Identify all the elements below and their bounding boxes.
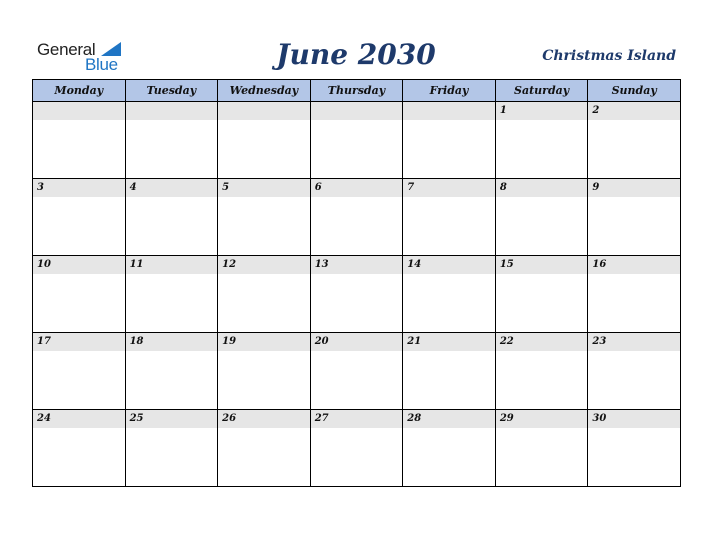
day-cell[interactable] (588, 410, 681, 487)
day-number: 21 (403, 333, 495, 351)
day-cell[interactable] (218, 410, 311, 487)
weekday-header: Monday (33, 80, 126, 102)
day-cell[interactable] (311, 256, 404, 333)
day-number: 4 (126, 179, 218, 197)
day-number: 1 (496, 102, 588, 120)
day-cell[interactable] (496, 333, 589, 410)
day-number: 5 (218, 179, 310, 197)
day-number: 27 (311, 410, 403, 428)
day-cell[interactable] (588, 179, 681, 256)
weekday-header: Saturday (496, 80, 589, 102)
day-cell[interactable] (126, 256, 219, 333)
day-cell[interactable] (126, 179, 219, 256)
day-cell[interactable] (33, 410, 126, 487)
day-number: 17 (33, 333, 125, 351)
day-number: 6 (311, 179, 403, 197)
logo-text-blue: Blue (85, 55, 118, 74)
week-row (33, 410, 681, 487)
day-number: 15 (496, 256, 588, 274)
day-cell[interactable] (126, 102, 219, 179)
day-number (33, 102, 125, 120)
day-number: 16 (588, 256, 680, 274)
day-cell[interactable] (496, 102, 589, 179)
day-number: 22 (496, 333, 588, 351)
day-cell[interactable] (403, 410, 496, 487)
day-number: 30 (588, 410, 680, 428)
day-number (311, 102, 403, 120)
page-title: June 2030 (276, 38, 436, 71)
calendar-grid (32, 79, 681, 487)
day-cell[interactable] (496, 256, 589, 333)
day-cell[interactable] (403, 179, 496, 256)
day-number: 28 (403, 410, 495, 428)
day-cell[interactable] (33, 179, 126, 256)
day-number: 12 (218, 256, 310, 274)
day-cell[interactable] (311, 410, 404, 487)
day-cell[interactable] (33, 333, 126, 410)
day-cell[interactable] (496, 410, 589, 487)
day-number: 3 (33, 179, 125, 197)
weekday-header: Wednesday (218, 80, 311, 102)
day-cell[interactable] (403, 256, 496, 333)
day-cell[interactable] (218, 179, 311, 256)
day-cell[interactable] (126, 410, 219, 487)
day-cell[interactable] (403, 333, 496, 410)
day-number: 29 (496, 410, 588, 428)
day-number: 14 (403, 256, 495, 274)
day-cell[interactable] (218, 333, 311, 410)
day-number: 20 (311, 333, 403, 351)
day-number: 23 (588, 333, 680, 351)
day-number (218, 102, 310, 120)
day-cell[interactable] (218, 256, 311, 333)
weekday-header: Tuesday (126, 80, 219, 102)
day-number: 7 (403, 179, 495, 197)
week-row (33, 256, 681, 333)
day-number: 8 (496, 179, 588, 197)
day-number (403, 102, 495, 120)
day-cell[interactable] (126, 333, 219, 410)
day-number: 9 (588, 179, 680, 197)
weekday-header: Sunday (588, 80, 681, 102)
day-number: 2 (588, 102, 680, 120)
weeks-container (33, 102, 681, 487)
day-cell[interactable] (588, 333, 681, 410)
day-cell[interactable] (311, 179, 404, 256)
week-row (33, 333, 681, 410)
weekday-header: Friday (403, 80, 496, 102)
day-cell[interactable] (403, 102, 496, 179)
day-number: 10 (33, 256, 125, 274)
day-cell[interactable] (33, 256, 126, 333)
day-cell[interactable] (496, 179, 589, 256)
weekday-header-row (33, 80, 681, 102)
weekday-header: Thursday (311, 80, 404, 102)
day-number: 24 (33, 410, 125, 428)
day-cell[interactable] (311, 102, 404, 179)
day-cell[interactable] (588, 256, 681, 333)
day-number: 25 (126, 410, 218, 428)
day-cell[interactable] (218, 102, 311, 179)
week-row (33, 179, 681, 256)
day-cell[interactable] (33, 102, 126, 179)
day-cell[interactable] (588, 102, 681, 179)
region-label: Christmas Island (542, 48, 676, 64)
day-number (126, 102, 218, 120)
day-cell[interactable] (311, 333, 404, 410)
day-number: 11 (126, 256, 218, 274)
week-row (33, 102, 681, 179)
logo-text-general: General (37, 40, 96, 59)
day-number: 13 (311, 256, 403, 274)
day-number: 18 (126, 333, 218, 351)
day-number: 19 (218, 333, 310, 351)
day-number: 26 (218, 410, 310, 428)
